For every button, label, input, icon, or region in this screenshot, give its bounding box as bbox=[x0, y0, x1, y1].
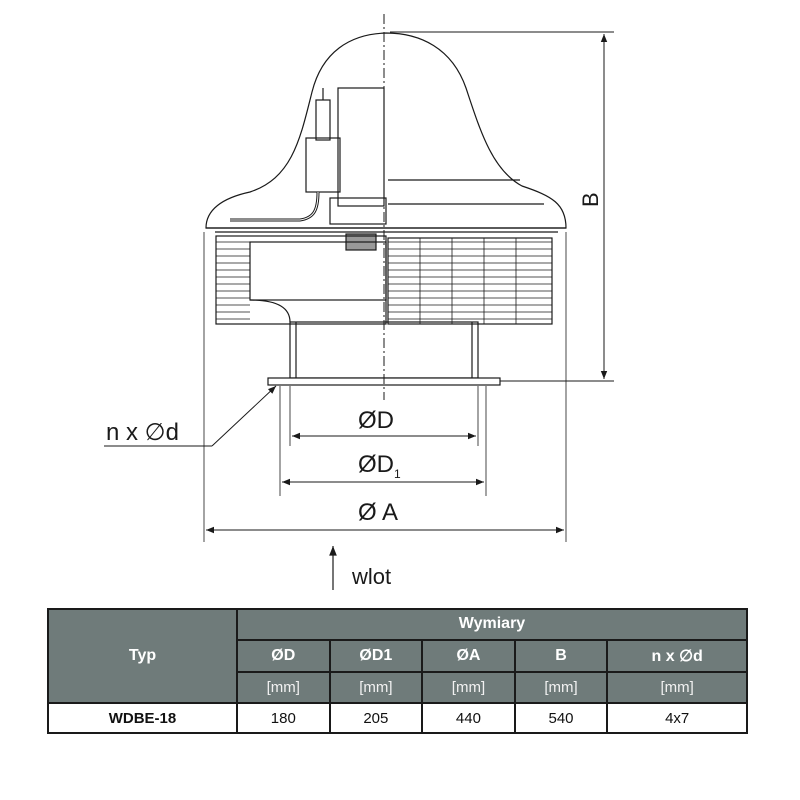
impeller-grille bbox=[388, 238, 552, 324]
inlet-label: wlot bbox=[352, 564, 392, 589]
column-header: n x ∅d bbox=[607, 640, 747, 673]
holes-label: n x ∅d bbox=[106, 419, 179, 446]
fan-housing bbox=[206, 33, 566, 385]
dimension-a-label: Ø A bbox=[358, 499, 399, 526]
column-header: ØA bbox=[422, 640, 515, 673]
dimension-b-label: B bbox=[578, 192, 603, 207]
dimension-d-label: ØD bbox=[358, 407, 394, 434]
value-cell: 180 bbox=[237, 703, 330, 733]
table-row bbox=[48, 703, 747, 733]
motor-body bbox=[338, 88, 384, 206]
column-header: ØD1 bbox=[330, 640, 423, 673]
group-header: Wymiary bbox=[237, 609, 747, 640]
unit-cell: [mm] bbox=[515, 672, 608, 703]
value-cell: 440 bbox=[422, 703, 515, 733]
unit-cell: [mm] bbox=[237, 672, 330, 703]
unit-cell: [mm] bbox=[330, 672, 423, 703]
value-cell: 4x7 bbox=[607, 703, 747, 733]
dimension-d1-label bbox=[358, 451, 401, 481]
row-name: WDBE-18 bbox=[48, 703, 237, 733]
dimension-d1-sub: 1 bbox=[394, 467, 401, 481]
unit-cell: [mm] bbox=[607, 672, 747, 703]
unit-cell: [mm] bbox=[422, 672, 515, 703]
column-header: B bbox=[515, 640, 608, 673]
value-cell: 205 bbox=[330, 703, 423, 733]
column-header: ØD bbox=[237, 640, 330, 673]
extension-lines bbox=[204, 232, 566, 542]
dimension-d1-main: ØD bbox=[358, 451, 394, 478]
type-header: Typ bbox=[48, 609, 237, 703]
value-cell: 540 bbox=[515, 703, 608, 733]
dimensions-table bbox=[47, 608, 748, 734]
